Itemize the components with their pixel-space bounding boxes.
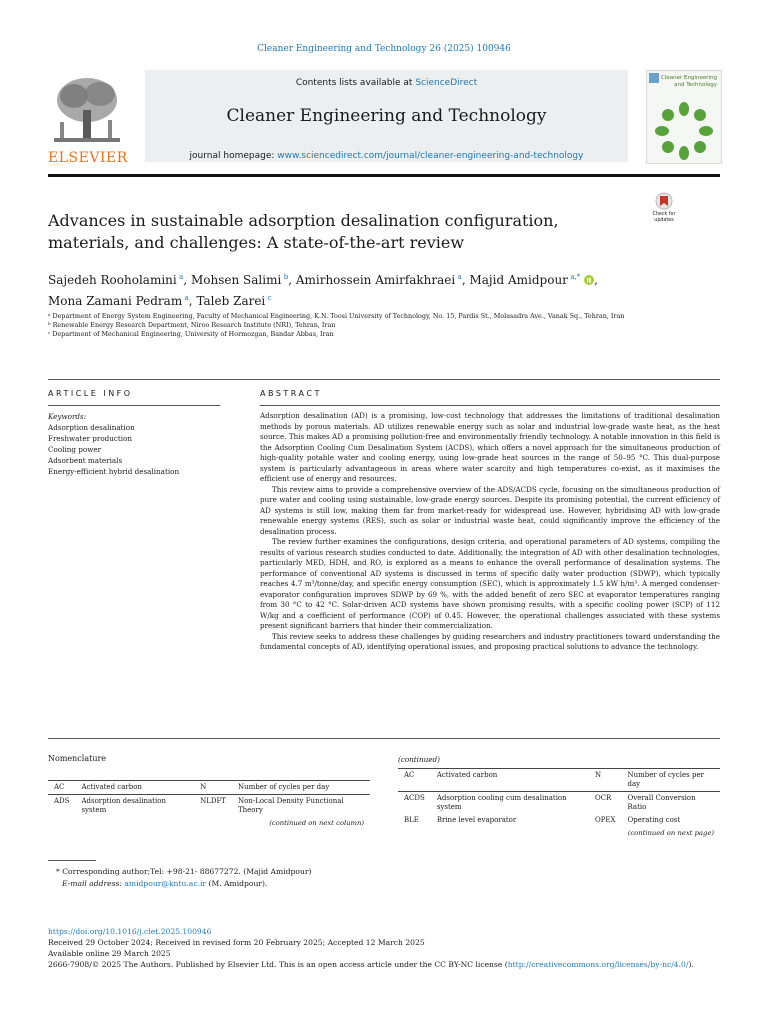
license-prefix: 2666-7908/© 2025 The Authors. Published by Elsevier Ltd. This is an open access article under the CC BY-NC license ( bbox=[48, 960, 508, 969]
received-dates: Received 29 October 2024; Received in revised form 20 February 2025; Accepted 12 March 2025 bbox=[48, 938, 425, 947]
table-cell: ADS bbox=[54, 797, 70, 805]
table-cell: OPEX bbox=[594, 816, 616, 824]
table-cell: Overall Conversion Ratio bbox=[627, 794, 696, 811]
author-affil-mark[interactable]: a bbox=[184, 294, 189, 302]
doi-link[interactable]: https://doi.org/10.1016/j.clet.2025.100946 bbox=[48, 927, 212, 936]
abstract-paragraph: This review seeks to address these challenges by guiding researchers and industry practitioners toward understanding the fundamental concepts of AD, identifying operational issues, and proposing practical solutions to advance the technology. bbox=[260, 631, 720, 651]
affiliation-item: ᵃ Department of Energy System Engineering, Faculty of Mechanical Engineering, K.N. Toosi University of Technology, No. 15, Pardis St., Molasadra Ave., Vanak Sq., Tehran, Iran bbox=[48, 312, 625, 320]
abstract-paragraph: This review aims to provide a comprehensive overview of the ADS/ACDS cycle, focusing on the simultaneous production of pure water and cooling using sustainable, low-grade energy sources. Despite its promising potential, the current efficiency of AD systems is still low, making them far from market-ready for widespread use. However, hybridising AD with low-grade renewable energy systems (RES), such as solar or industrial waste heat, could significantly improve the efficiency of the desalination process. bbox=[260, 484, 720, 536]
table-cell: Activated carbon bbox=[81, 783, 142, 791]
check-for-updates[interactable] bbox=[648, 192, 680, 232]
table-cell: Adsorption cooling cum desalination system bbox=[436, 794, 567, 811]
abstract-heading: ABSTRACT bbox=[260, 389, 322, 398]
author-name[interactable]: Amirhossein Amirfakhraei bbox=[295, 273, 456, 287]
article-info-heading: ARTICLE INFO bbox=[48, 389, 133, 398]
abstract-paragraph: The review further examines the configurations, design criteria, and operational parameters of AD systems, compiling the results of various research studies conducted to date. Additionally, the integration of AD with other desalination technologies, particularly MED, HDH, and RO, is explored as a means to enhance the overall performance of desalination systems. The performance of conventional AD systems is discussed in terms of specific daily water production (SDWP), which typically reaches 4.7 m³/tonne/day, and specific energy consumption (SEC), which is approximately 1.5 kW h/m³. A merged condenser-evaporator configuration improves SDWP by 69 %, with the added benefit of zero SEC at evaporator temperatures ranging from 30 °C to 42 °C. Solar-driven ACD systems have shown promising results, with a specific cooling power (SCP) of 112 W/kg and a coefficient of performance (COP) of 0.45. However, the operational challenges associated with these systems present significant barriers that hinder their commercialization. bbox=[260, 537, 720, 630]
elsevier-logo[interactable] bbox=[48, 70, 128, 166]
nomenclature-table bbox=[48, 780, 370, 830]
affiliations bbox=[48, 312, 648, 339]
journal-banner bbox=[48, 70, 628, 166]
table-cell: AC bbox=[54, 783, 65, 791]
nomenclature-title: Nomenclature bbox=[48, 754, 107, 763]
table-cell: Adsorption desalination system bbox=[81, 797, 166, 814]
abstract-end-divider bbox=[48, 738, 720, 739]
author-affil-mark[interactable]: b bbox=[283, 273, 289, 281]
author-list: Sajedeh Rooholamini $^a$, Mohsen Salimi $^b$, Amirhossein Amirfakhraei $^a$, Majid Amidpour $^{a,*}$ , Mona Zamani Pedram $^a$, Taleb Zarei $^c$ bbox=[48, 273, 598, 308]
author-affil-mark[interactable]: c bbox=[267, 294, 272, 302]
author-name[interactable]: Sajedeh Rooholamini bbox=[48, 273, 177, 287]
header-divider bbox=[48, 174, 720, 177]
continued-title: (continued) bbox=[398, 755, 440, 764]
table-cell: ACDS bbox=[404, 794, 425, 802]
table-cell: BLE bbox=[404, 816, 419, 824]
contents-line bbox=[145, 78, 628, 88]
homepage-link[interactable]: www.sciencedirect.com/journal/cleaner-engineering-and-technology bbox=[277, 151, 584, 161]
email-link[interactable]: amidpour@kntu.ac.ir bbox=[124, 879, 207, 888]
email-line bbox=[48, 878, 720, 890]
cover-title: Cleaner Engineering and Technology bbox=[660, 75, 717, 88]
keyword-item: Freshwater production bbox=[48, 434, 133, 443]
email-suffix: (M. Amidpour). bbox=[206, 879, 268, 888]
nomenclature-continued-table bbox=[398, 768, 720, 840]
corresponding-author: * Corresponding author;Tel: +98-21- 88677272. (Majid Amidpour) bbox=[56, 867, 312, 876]
table-note-row bbox=[398, 827, 720, 840]
table-cell: Operating cost bbox=[627, 816, 681, 824]
author-name[interactable]: Mona Zamani Pedram bbox=[48, 294, 183, 308]
table-row bbox=[398, 769, 720, 792]
cover-flower-icon bbox=[654, 101, 714, 161]
contents-prefix: Contents lists available at bbox=[295, 78, 416, 88]
author-affil-mark[interactable]: a bbox=[457, 273, 462, 281]
license-line bbox=[48, 959, 720, 970]
footnotes bbox=[48, 866, 720, 890]
journal-homepage bbox=[145, 151, 628, 161]
author-affil-mark[interactable]: a,* bbox=[570, 273, 581, 281]
sciencedirect-link[interactable]: ScienceDirect bbox=[415, 78, 478, 88]
table-cell: Non-Local Density Functional Theory bbox=[237, 797, 344, 814]
author-name[interactable]: Mohsen Salimi bbox=[190, 273, 282, 287]
abstract-body bbox=[260, 411, 720, 653]
homepage-prefix: journal homepage: bbox=[189, 151, 278, 161]
table-cell: Brine level evaporator bbox=[436, 816, 517, 824]
publisher-wordmark: ELSEVIER bbox=[48, 150, 128, 166]
table-cell: Activated carbon bbox=[436, 771, 498, 779]
affiliation-item: ᶜ Department of Mechanical Engineering, University of Hormozgan, Bandar Abbas, Iran bbox=[48, 330, 334, 338]
table-note-row bbox=[48, 817, 370, 830]
table-cell: NLDFT bbox=[200, 797, 226, 805]
footnote-rule bbox=[48, 860, 96, 861]
license-suffix: ). bbox=[688, 960, 694, 969]
section-divider bbox=[48, 379, 720, 380]
author-name[interactable]: Majid Amidpour bbox=[469, 273, 568, 287]
publication-info bbox=[48, 926, 720, 970]
table-cell: N bbox=[594, 771, 602, 779]
keywords-label: Keywords: bbox=[48, 412, 87, 421]
table-cell: OCR bbox=[594, 794, 612, 802]
table-row bbox=[48, 795, 370, 818]
email-label: E-mail address: bbox=[62, 879, 125, 888]
table-row bbox=[398, 814, 720, 827]
keyword-item: Energy-efficient hybrid desalination bbox=[48, 467, 180, 476]
table-cell: Number of cycles per day bbox=[237, 783, 330, 791]
available-online: Available online 29 March 2025 bbox=[48, 949, 171, 958]
elsevier-tree-icon bbox=[48, 70, 126, 150]
keyword-item: Cooling power bbox=[48, 445, 102, 454]
author-name[interactable]: Taleb Zarei bbox=[196, 294, 266, 308]
journal-citation[interactable]: Cleaner Engineering and Technology 26 (2025) 100946 bbox=[257, 44, 511, 54]
keyword-item: Adsorbent materials bbox=[48, 456, 123, 465]
table-row bbox=[48, 781, 370, 795]
abstract-paragraph: Adsorption desalination (AD) is a promising, low-cost technology that addresses the limitations of traditional desalination methods by porous materials. AD utilizes renewable energy such as solar and industrial low-grade waste heat, as the heat source. This makes AD a promising pollution-free and environmentally friendly technology. A notable innovation in this field is the Adsorption Cooling Cum Desalination System (ACDS), which offers a novel approach for the simultaneous production of high-quality potable water and cooling energy, using low-grade heat sources in the range of 50–95 °C. This dual-purpose system is particularly advantageous in areas where water scarcity and high temperatures co-exist, as it maximises the efficient use of energy and resources. bbox=[260, 411, 720, 483]
table-cell: AC bbox=[404, 771, 415, 779]
check-updates-icon bbox=[655, 192, 673, 210]
article-info-rule bbox=[48, 405, 220, 406]
table-note: (continued on next column) bbox=[269, 819, 364, 827]
author-affil-mark[interactable]: a bbox=[179, 273, 184, 281]
keywords-block bbox=[48, 411, 228, 477]
check-updates-label: Check for updates bbox=[652, 212, 676, 223]
license-link[interactable]: http://creativecommons.org/licenses/by-nc/4.0/ bbox=[507, 960, 689, 969]
table-cell: N bbox=[200, 783, 207, 791]
table-row bbox=[398, 792, 720, 815]
cover-badge-icon bbox=[649, 73, 659, 83]
abstract-rule bbox=[260, 405, 720, 406]
article-title: Advances in sustainable adsorption desalination configuration, materials, and challenges: A state-of-the-art review bbox=[48, 211, 559, 252]
orcid-icon[interactable] bbox=[584, 275, 594, 285]
table-note: (continued on next page) bbox=[627, 829, 714, 837]
table-cell: Number of cycles per day bbox=[627, 771, 704, 788]
journal-name: Cleaner Engineering and Technology bbox=[226, 106, 547, 126]
affiliation-item: ᵇ Renewable Energy Research Department, Niroo Research Institute (NRI), Tehran, Iran bbox=[48, 321, 336, 329]
journal-cover[interactable] bbox=[646, 70, 722, 164]
keyword-item: Adsorption desalination bbox=[48, 423, 135, 432]
